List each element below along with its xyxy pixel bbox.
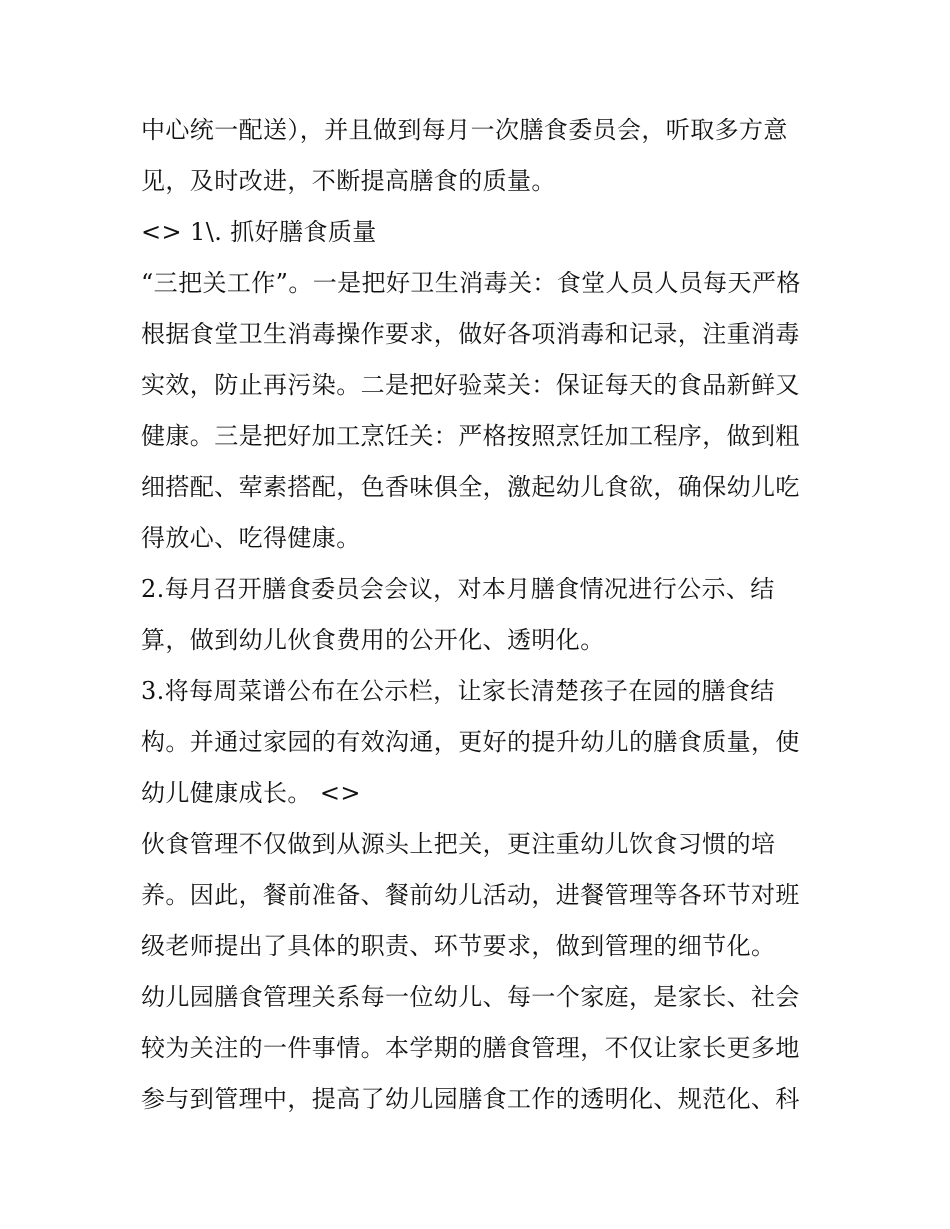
section-heading: <> 1\. 抓好膳食质量 [141,218,377,246]
text-line: 养。因此，餐前准备、餐前幼儿活动，进餐管理等各环节对班 [141,881,800,909]
text-line: 2.每月召开膳食委员会会议，对本月膳食情况进行公示、结 [141,575,775,603]
text-line: 较为关注的一件事情。本学期的膳食管理，不仅让家长更多地 [141,1034,800,1062]
text-line: 伙食管理不仅做到从源头上把关，更注重幼儿饮食习惯的培 [141,830,776,858]
text-line: 见，及时改进，不断提高膳食的质量。 [141,167,556,195]
text-line: 根据食堂卫生消毒操作要求，做好各项消毒和记录，注重消毒 [141,320,800,348]
text-line: 级老师提出了具体的职责、环节要求，做到管理的细节化。 [141,932,776,960]
text-line: 幼儿健康成长。 <> [141,779,361,807]
text-line: 中心统一配送），并且做到每月一次膳食委员会，听取多方意 [141,116,788,144]
text-line: 参与到管理中，提高了幼儿园膳食工作的透明化、规范化、科 [141,1085,800,1113]
text-line: 构。并通过家园的有效沟通，更好的提升幼儿的膳食质量，使 [141,728,800,756]
text-line: 幼儿园膳食管理关系每一位幼儿、每一个家庭，是家长、社会 [141,983,800,1011]
document-body [141,105,817,1125]
text-line: “三把关工作”。一是把好卫生消毒关：食堂人员人员每天严格 [141,269,801,297]
text-line: 细搭配、荤素搭配，色香味俱全，激起幼儿食欲，确保幼儿吃 [141,473,800,501]
text-line: 健康。三是把好加工烹饪关：严格按照烹饪加工程序，做到粗 [141,422,800,450]
text-line: 得放心、吃得健康。 [141,524,361,552]
text-line: 3.将每周菜谱公布在公示栏，让家长清楚孩子在园的膳食结 [141,677,775,705]
text-line: 算，做到幼儿伙食费用的公开化、透明化。 [141,626,605,654]
text-line: 实效，防止再污染。二是把好验菜关：保证每天的食品新鲜又 [141,371,800,399]
